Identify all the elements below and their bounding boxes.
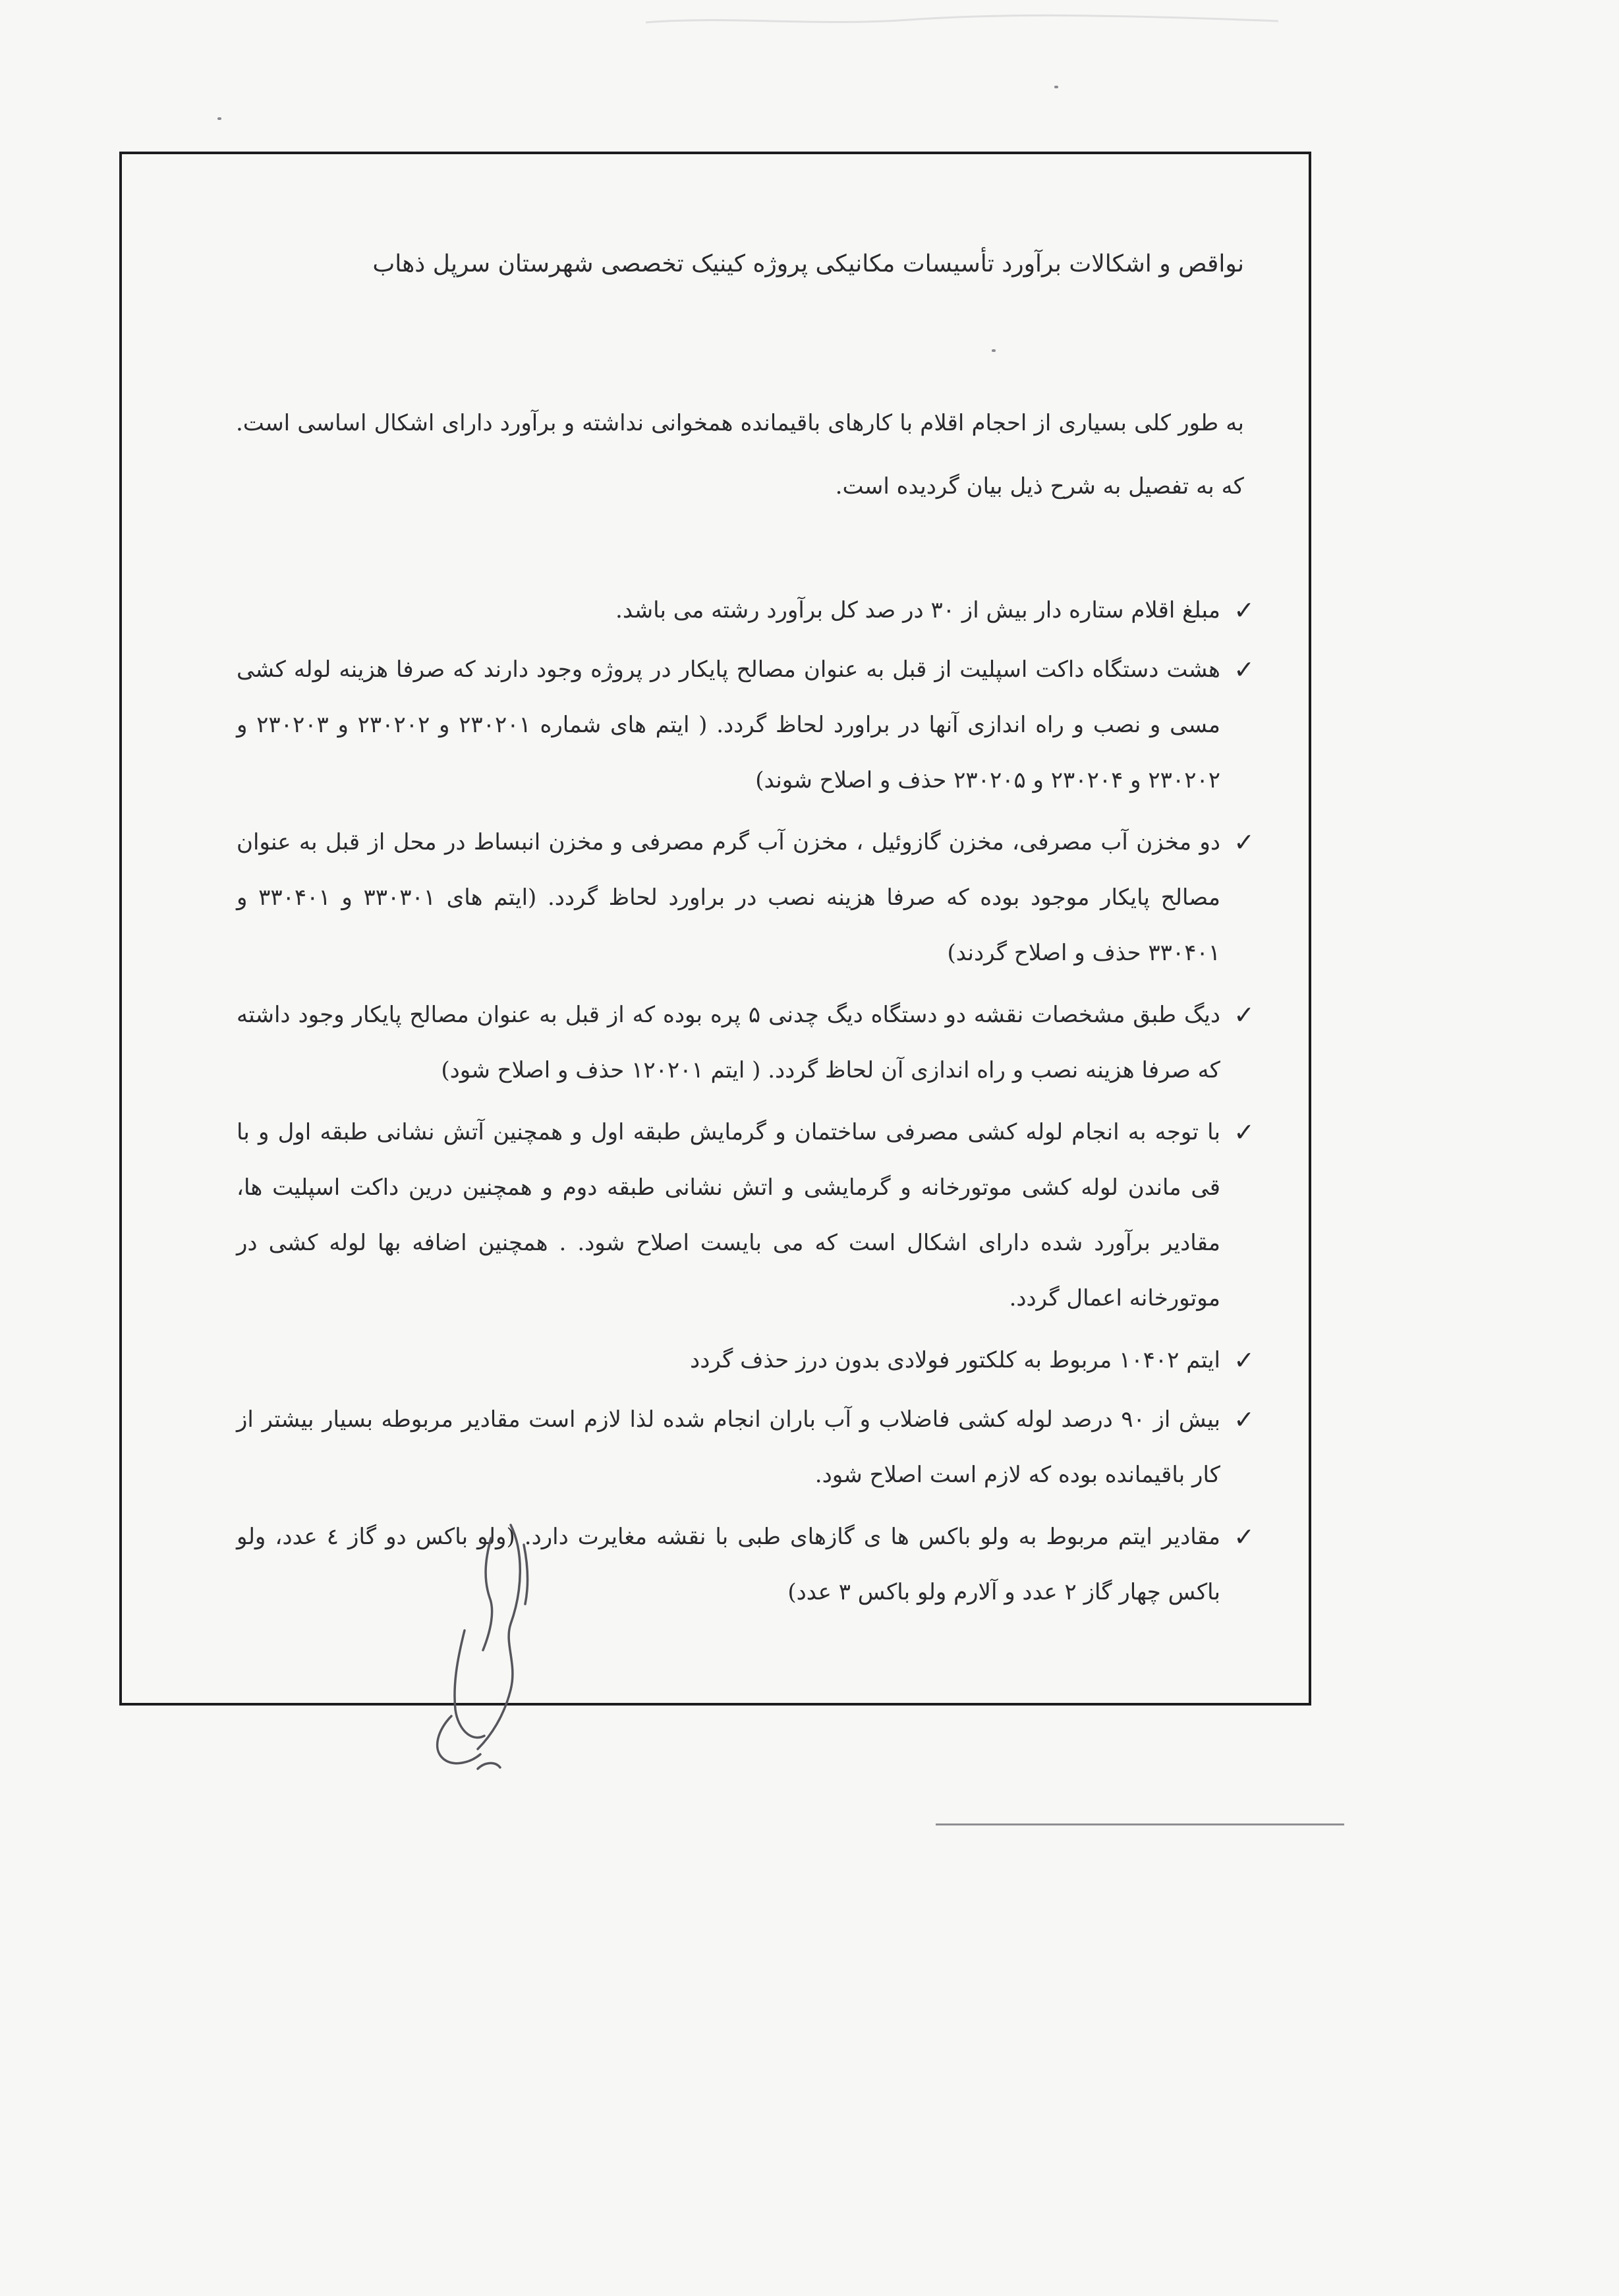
check-icon: ✓ xyxy=(1234,1522,1255,1551)
list-item xyxy=(237,1509,1255,1620)
list-item-text: با توجه به انجام لوله کشی مصرفی ساختمان و گرمایش طبقه اول و همچنین آتش نشانی طبقه اول و با قی ماندن لوله کشی موتورخانه و گرمایشی و اتش نشانی طبقه دوم و همچنین درین داکت اسپلیت ها، مقادیر برآورد شده دارای اشکال است که می بایست اصلاح شود. . همچنین اضافه بها لوله کشی در موتورخانه اعمال گردد. xyxy=(237,1119,1220,1311)
list-item xyxy=(237,1105,1255,1326)
check-icon: ✓ xyxy=(1234,1405,1255,1434)
deficiency-list xyxy=(237,583,1255,1620)
scan-speck xyxy=(217,117,221,120)
check-icon: ✓ xyxy=(1234,1346,1255,1375)
scan-speck xyxy=(1054,86,1058,88)
list-item xyxy=(237,1392,1255,1503)
list-item xyxy=(237,987,1255,1098)
check-icon: ✓ xyxy=(1234,655,1255,684)
list-item-text: مبلغ اقلام ستاره دار بیش از ۳۰ در صد کل برآورد رشته می باشد. xyxy=(615,597,1220,623)
handwritten-signature xyxy=(412,1499,557,1782)
list-item xyxy=(237,583,1255,638)
list-item xyxy=(237,815,1255,981)
list-item-text: هشت دستگاه داکت اسپلیت از قبل به عنوان مصالح پایکار در پروژه وجود دارند که صرفا هزینه لوله کشی مسی و نصب و راه اندازی آنها در براورد لحاظ گردد. ( ایتم های شماره ۲۳۰۲۰۱ و ۲۳۰۲۰۲ و ۲۳۰۲۰۳ و ۲۳۰۲۰۲ و ۲۳۰۲۰۴ و ۲۳۰۲۰۵ حذف و اصلاح شوند) xyxy=(237,656,1220,793)
divider-line xyxy=(936,1823,1344,1825)
check-icon: ✓ xyxy=(1234,1000,1255,1029)
document-title: نواقص و اشکالات برآورد تأسیسات مکانیکی پروژه کینیک تخصصی شهرستان سرپل ذهاب xyxy=(372,250,1244,277)
list-item xyxy=(237,642,1255,808)
list-item-text: دو مخزن آب مصرفی، مخزن گازوئیل ، مخزن آب گرم مصرفی و مخزن انبساط در محل از قبل به عنوان مصالح پایکار موجود بوده که صرفا هزینه نصب در براورد لحاظ گردد. (ایتم های ۳۳۰۳۰۱ و ۳۳۰۴۰۱ و ۳۳۰۴۰۱ حذف و اصلاح گردند) xyxy=(237,829,1220,966)
check-icon: ✓ xyxy=(1234,596,1255,625)
list-item-text: مقادیر ایتم مربوط به ولو باکس ها ی گازهای طبی با نقشه مغایرت دارد. (ولو باکس دو گاز ٤ عدد، ولو باکس چهار گاز ۲ عدد و آلارم ولو باکس ۳ عدد) xyxy=(237,1524,1220,1605)
document-frame xyxy=(119,152,1311,1706)
list-item-text: بیش از ۹۰ درصد لوله کشی فاضلاب و آب باران انجام شده لذا لازم است مقادیر مربوطه بسیار بیشتر از کار باقیمانده بوده که لازم است اصلاح شود. xyxy=(237,1406,1220,1488)
check-icon: ✓ xyxy=(1234,828,1255,857)
intro-paragraph: به طور کلی بسیاری از احجام اقلام با کارهای باقیمانده همخوانی نداشته و برآورد دارای اشکال اساسی است. که به تفصیل به شرح ذیل بیان گردیده است. xyxy=(236,410,1244,500)
check-icon: ✓ xyxy=(1234,1118,1255,1147)
list-item-text: دیگ طبق مشخصات نقشه دو دستگاه دیگ چدنی ۵ پره بوده که از قبل به عنوان مصالح پایکار وجود داشته که صرفا هزینه نصب و راه اندازی آن لحاظ گردد. ( ایتم ۱۲۰۲۰۱ حذف و اصلاح شود) xyxy=(237,1002,1220,1083)
list-item xyxy=(237,1333,1255,1388)
list-item-text: ایتم ۱۰۴۰۲ مربوط به کلکتور فولادی بدون درز حذف گردد xyxy=(690,1347,1220,1373)
scan-artifact-top xyxy=(646,9,1278,32)
